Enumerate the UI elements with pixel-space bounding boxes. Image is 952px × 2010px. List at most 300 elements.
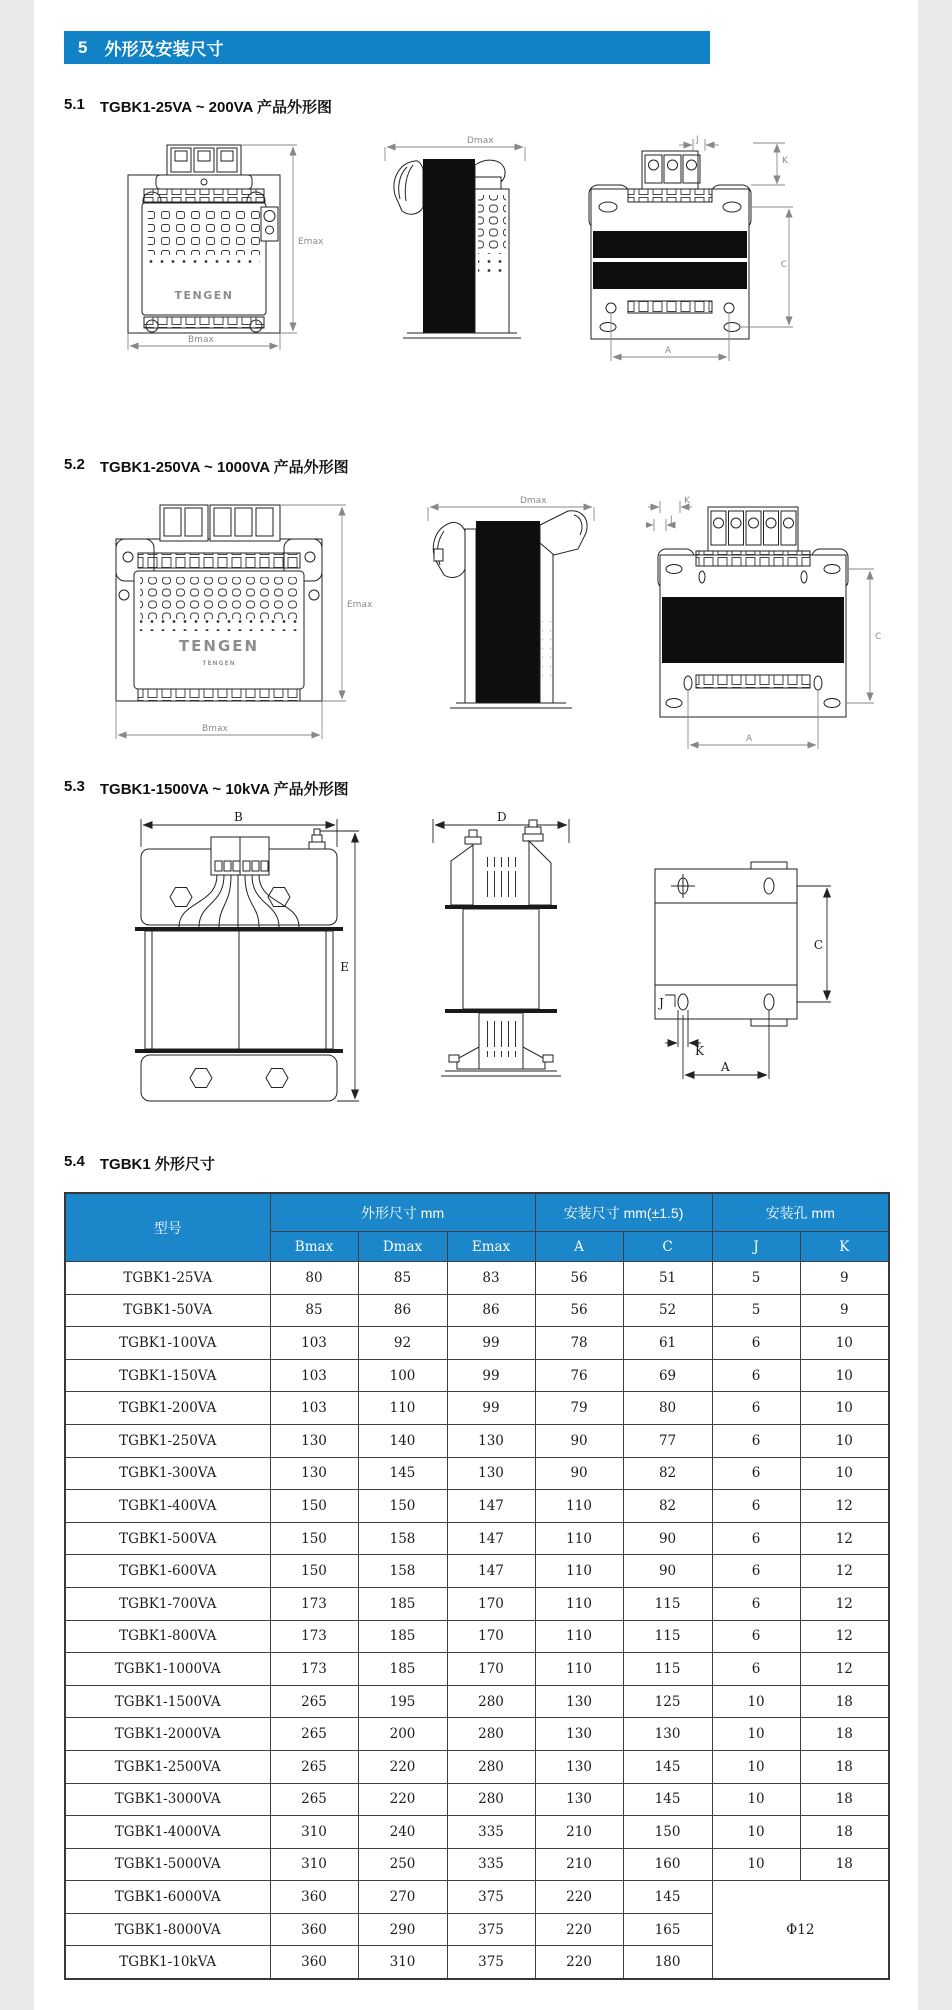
value-cell: 78 bbox=[535, 1327, 623, 1360]
dim-label-bmax: Bmax bbox=[202, 724, 228, 734]
value-cell: 99 bbox=[447, 1392, 535, 1425]
value-cell: 110 bbox=[358, 1392, 447, 1425]
dim-label-dmax: Dmax bbox=[467, 136, 494, 146]
value-cell: 360 bbox=[270, 1946, 358, 1979]
brand-logo-text: TENGEN bbox=[174, 289, 234, 302]
dmax-dimension bbox=[385, 136, 525, 161]
value-cell: 115 bbox=[623, 1587, 712, 1620]
value-cell: 170 bbox=[447, 1587, 535, 1620]
value-cell: 83 bbox=[447, 1262, 535, 1295]
section-title: TGBK1 外形尺寸 bbox=[99, 1156, 215, 1173]
terminal-block bbox=[642, 151, 700, 189]
dimension-table bbox=[64, 1192, 890, 1980]
table-row bbox=[65, 1816, 889, 1849]
value-cell: 158 bbox=[358, 1522, 447, 1555]
value-cell: 69 bbox=[623, 1359, 712, 1392]
value-cell: 12 bbox=[800, 1620, 889, 1653]
drawing-5-3-side-view bbox=[421, 809, 581, 1109]
value-cell: 86 bbox=[358, 1294, 447, 1327]
switch bbox=[261, 207, 278, 241]
value-cell: 150 bbox=[270, 1555, 358, 1588]
terminal-comb-strip bbox=[144, 189, 264, 202]
value-cell: 140 bbox=[358, 1424, 447, 1457]
core-band bbox=[593, 262, 747, 289]
value-cell: 103 bbox=[270, 1359, 358, 1392]
j-dimension bbox=[679, 135, 719, 151]
value-cell: 145 bbox=[358, 1457, 447, 1490]
value-cell: 310 bbox=[270, 1848, 358, 1881]
value-cell: 100 bbox=[358, 1359, 447, 1392]
value-cell: 76 bbox=[535, 1359, 623, 1392]
value-cell: 335 bbox=[447, 1848, 535, 1881]
value-cell: 173 bbox=[270, 1620, 358, 1653]
value-cell: 173 bbox=[270, 1653, 358, 1686]
model-cell: TGBK1-400VA bbox=[65, 1490, 270, 1523]
table-row bbox=[65, 1490, 889, 1523]
value-cell: 79 bbox=[535, 1392, 623, 1425]
value-cell: 165 bbox=[623, 1913, 712, 1946]
value-cell: 12 bbox=[800, 1555, 889, 1588]
dim-label-a: A bbox=[721, 1060, 730, 1074]
model-cell: TGBK1-600VA bbox=[65, 1555, 270, 1588]
bottom-comb-strip bbox=[144, 317, 264, 328]
value-cell: 10 bbox=[800, 1457, 889, 1490]
table-row bbox=[65, 1392, 889, 1425]
foot bbox=[457, 1047, 479, 1069]
value-cell: 110 bbox=[535, 1620, 623, 1653]
value-cell: 90 bbox=[535, 1424, 623, 1457]
value-cell: 12 bbox=[800, 1587, 889, 1620]
value-cell: 185 bbox=[358, 1587, 447, 1620]
value-cell: 220 bbox=[535, 1913, 623, 1946]
value-cell: 10 bbox=[712, 1685, 800, 1718]
value-cell: 150 bbox=[623, 1816, 712, 1849]
table-header bbox=[65, 1193, 889, 1262]
value-cell: 170 bbox=[447, 1620, 535, 1653]
drawing-5-2-side-view bbox=[416, 491, 606, 751]
value-cell: 360 bbox=[270, 1913, 358, 1946]
value-cell: 18 bbox=[800, 1685, 889, 1718]
value-cell: 150 bbox=[358, 1490, 447, 1523]
coils bbox=[145, 931, 333, 1049]
drawing-5-1-side-view bbox=[375, 131, 535, 356]
drawing-5-3-mounting-plate-view bbox=[633, 809, 838, 1109]
value-cell: 180 bbox=[623, 1946, 712, 1979]
table-row bbox=[65, 1359, 889, 1392]
value-cell: 375 bbox=[447, 1881, 535, 1914]
dim-label-k: K bbox=[695, 1044, 704, 1058]
value-cell: 56 bbox=[535, 1262, 623, 1295]
value-cell: 6 bbox=[712, 1587, 800, 1620]
col-group-outline: 外形尺寸 mm bbox=[270, 1193, 535, 1232]
model-cell: TGBK1-100VA bbox=[65, 1327, 270, 1360]
value-cell: 10 bbox=[712, 1718, 800, 1751]
value-cell: 195 bbox=[358, 1685, 447, 1718]
value-cell: 10 bbox=[800, 1359, 889, 1392]
value-cell: 265 bbox=[270, 1783, 358, 1816]
value-cell: 6 bbox=[712, 1555, 800, 1588]
section-heading-5-3 bbox=[64, 778, 888, 799]
value-cell: 210 bbox=[535, 1848, 623, 1881]
dim-label-a: A bbox=[746, 734, 753, 744]
model-cell: TGBK1-8000VA bbox=[65, 1913, 270, 1946]
core-lamination bbox=[476, 521, 540, 703]
value-cell: 9 bbox=[800, 1262, 889, 1295]
table-row bbox=[65, 1424, 889, 1457]
value-cell: 250 bbox=[358, 1848, 447, 1881]
brand-logo-text: TENGEN bbox=[178, 637, 260, 655]
value-cell: 90 bbox=[623, 1555, 712, 1588]
model-cell: TGBK1-1000VA bbox=[65, 1653, 270, 1686]
model-cell: TGBK1-250VA bbox=[65, 1424, 270, 1457]
value-cell: 103 bbox=[270, 1327, 358, 1360]
table-row bbox=[65, 1881, 889, 1914]
value-cell: 265 bbox=[270, 1750, 358, 1783]
value-cell: 150 bbox=[270, 1490, 358, 1523]
value-cell: 85 bbox=[358, 1262, 447, 1295]
col-group-install: 安装尺寸 mm(±1.5) bbox=[535, 1193, 712, 1232]
table-row bbox=[65, 1555, 889, 1588]
model-cell: TGBK1-500VA bbox=[65, 1522, 270, 1555]
value-cell: 103 bbox=[270, 1392, 358, 1425]
value-cell: 147 bbox=[447, 1555, 535, 1588]
col-header-model: 型号 bbox=[65, 1193, 270, 1262]
value-cell: 90 bbox=[535, 1457, 623, 1490]
value-cell: 145 bbox=[623, 1881, 712, 1914]
d-dimension bbox=[433, 810, 569, 843]
table-row bbox=[65, 1294, 889, 1327]
value-cell: 375 bbox=[447, 1913, 535, 1946]
value-cell: 160 bbox=[623, 1848, 712, 1881]
dim-label-dmax: Dmax bbox=[520, 496, 547, 506]
value-cell: 280 bbox=[447, 1783, 535, 1816]
col-header-c: C bbox=[623, 1232, 712, 1262]
dim-label-c: C bbox=[813, 938, 823, 952]
bmax-dimension bbox=[128, 333, 280, 350]
k-dimension bbox=[648, 496, 692, 513]
dim-label-e: E bbox=[340, 960, 349, 974]
terminal-comb-strip bbox=[696, 551, 810, 566]
value-cell: 310 bbox=[358, 1946, 447, 1979]
value-cell: 6 bbox=[712, 1522, 800, 1555]
section-number: 5.3 bbox=[64, 778, 85, 795]
value-cell: 18 bbox=[800, 1750, 889, 1783]
value-cell: 360 bbox=[270, 1881, 358, 1914]
value-cell: 80 bbox=[270, 1262, 358, 1295]
terminal-block bbox=[156, 145, 252, 189]
table-row bbox=[65, 1848, 889, 1881]
value-cell: 86 bbox=[447, 1294, 535, 1327]
document-page bbox=[34, 0, 918, 2010]
value-cell: 10 bbox=[800, 1424, 889, 1457]
value-cell: 220 bbox=[535, 1946, 623, 1979]
bmax-dimension bbox=[116, 701, 322, 739]
value-cell: 99 bbox=[447, 1359, 535, 1392]
value-cell: 10 bbox=[712, 1783, 800, 1816]
col-group-holes: 安装孔 mm bbox=[712, 1193, 889, 1232]
perforated-cover bbox=[142, 203, 266, 315]
value-cell: 6 bbox=[712, 1653, 800, 1686]
value-cell: 110 bbox=[535, 1555, 623, 1588]
model-cell: TGBK1-800VA bbox=[65, 1620, 270, 1653]
c-dimension bbox=[797, 886, 831, 1002]
value-cell: 99 bbox=[447, 1327, 535, 1360]
section-heading-5-2 bbox=[64, 456, 888, 477]
chapter-banner bbox=[64, 31, 710, 64]
value-cell: 6 bbox=[712, 1490, 800, 1523]
bottom-bracket bbox=[141, 1055, 337, 1101]
value-cell: 6 bbox=[712, 1424, 800, 1457]
clamp bbox=[451, 845, 473, 905]
col-header-j: J bbox=[712, 1232, 800, 1262]
value-cell: 6 bbox=[712, 1392, 800, 1425]
chapter-title: 外形及安装尺寸 bbox=[104, 40, 224, 59]
value-cell: 185 bbox=[358, 1620, 447, 1653]
value-cell: 6 bbox=[712, 1327, 800, 1360]
dim-label-j: J bbox=[659, 996, 664, 1010]
value-cell: 280 bbox=[447, 1718, 535, 1751]
dim-label-k: K bbox=[782, 156, 788, 166]
value-cell: 310 bbox=[270, 1816, 358, 1849]
table-row bbox=[65, 1750, 889, 1783]
mounting-plate bbox=[655, 869, 797, 1019]
drawing-5-2-front-view bbox=[104, 491, 376, 751]
bottom-comb-strip bbox=[138, 689, 300, 701]
value-cell: 130 bbox=[447, 1424, 535, 1457]
value-cell: 10 bbox=[800, 1392, 889, 1425]
value-cell: 77 bbox=[623, 1424, 712, 1457]
value-cell: 170 bbox=[447, 1653, 535, 1686]
model-cell: TGBK1-700VA bbox=[65, 1587, 270, 1620]
drawing-row-5-1 bbox=[114, 131, 888, 366]
col-header-k: K bbox=[800, 1232, 889, 1262]
value-cell: 51 bbox=[623, 1262, 712, 1295]
value-cell: 110 bbox=[535, 1490, 623, 1523]
dim-label-bmax: Bmax bbox=[188, 335, 214, 345]
value-cell: 240 bbox=[358, 1816, 447, 1849]
terminal-block bbox=[160, 505, 280, 541]
value-cell: 12 bbox=[800, 1490, 889, 1523]
terminal-comb-strip bbox=[138, 553, 300, 568]
section-number: 5.2 bbox=[64, 456, 85, 473]
value-cell: 18 bbox=[800, 1848, 889, 1881]
value-cell: 130 bbox=[270, 1424, 358, 1457]
core-lamination bbox=[423, 159, 475, 333]
table-row bbox=[65, 1457, 889, 1490]
value-cell: 125 bbox=[623, 1685, 712, 1718]
foot bbox=[523, 1047, 545, 1069]
value-cell: 280 bbox=[447, 1685, 535, 1718]
chapter-number: 5 bbox=[78, 37, 88, 57]
table-body bbox=[65, 1262, 889, 1980]
core-band bbox=[662, 597, 844, 663]
dim-label-emax: Emax bbox=[298, 237, 324, 247]
value-cell: 200 bbox=[358, 1718, 447, 1751]
model-cell: TGBK1-150VA bbox=[65, 1359, 270, 1392]
j-dimension bbox=[646, 515, 674, 531]
value-cell: 270 bbox=[358, 1881, 447, 1914]
value-cell: 80 bbox=[623, 1392, 712, 1425]
value-cell: 147 bbox=[447, 1522, 535, 1555]
section-heading-5-4 bbox=[64, 1153, 888, 1174]
model-cell: TGBK1-4000VA bbox=[65, 1816, 270, 1849]
drawing-5-3-front-view bbox=[119, 809, 369, 1109]
dim-label-b: B bbox=[234, 810, 243, 824]
dim-label-c: C bbox=[780, 260, 787, 270]
clamp-fin bbox=[394, 161, 423, 214]
value-cell: 110 bbox=[535, 1587, 623, 1620]
dim-label-c: C bbox=[875, 632, 882, 642]
section-title: TGBK1-1500VA ~ 10kVA 产品外形图 bbox=[99, 781, 349, 798]
section-title: TGBK1-25VA ~ 200VA 产品外形图 bbox=[99, 99, 333, 116]
value-cell: 145 bbox=[623, 1783, 712, 1816]
model-cell: TGBK1-3000VA bbox=[65, 1783, 270, 1816]
value-cell: 56 bbox=[535, 1294, 623, 1327]
value-cell: 130 bbox=[270, 1457, 358, 1490]
value-cell: 335 bbox=[447, 1816, 535, 1849]
top-bolt bbox=[309, 829, 325, 849]
clamp-hook bbox=[540, 511, 587, 555]
dim-label-a: A bbox=[665, 346, 672, 356]
merged-hole-cell: Φ12 bbox=[712, 1881, 889, 1979]
section-heading-5-1 bbox=[64, 96, 888, 117]
section-number: 5.1 bbox=[64, 96, 85, 113]
value-cell: 147 bbox=[447, 1490, 535, 1523]
value-cell: 52 bbox=[623, 1294, 712, 1327]
value-cell: 110 bbox=[535, 1522, 623, 1555]
table-row bbox=[65, 1262, 889, 1295]
value-cell: 12 bbox=[800, 1653, 889, 1686]
bobbin-side bbox=[475, 177, 509, 333]
model-cell: TGBK1-6000VA bbox=[65, 1881, 270, 1914]
table-row bbox=[65, 1718, 889, 1751]
value-cell: 92 bbox=[358, 1327, 447, 1360]
drawing-5-1-front-view bbox=[114, 131, 329, 356]
value-cell: 10 bbox=[712, 1750, 800, 1783]
model-cell: TGBK1-200VA bbox=[65, 1392, 270, 1425]
coil-side bbox=[463, 909, 539, 1009]
col-header-bmax: Bmax bbox=[270, 1232, 358, 1262]
dim-label-j: J bbox=[670, 515, 673, 525]
drawing-row-5-2 bbox=[104, 491, 888, 756]
value-cell: 145 bbox=[623, 1750, 712, 1783]
core-band bbox=[593, 231, 747, 258]
terminal-block bbox=[708, 507, 798, 551]
table-row bbox=[65, 1620, 889, 1653]
value-cell: 61 bbox=[623, 1327, 712, 1360]
dim-label-k: K bbox=[684, 496, 690, 506]
value-cell: 130 bbox=[535, 1718, 623, 1751]
value-cell: 375 bbox=[447, 1946, 535, 1979]
table-row bbox=[65, 1587, 889, 1620]
value-cell: 6 bbox=[712, 1359, 800, 1392]
c-dimension bbox=[846, 569, 881, 703]
drawing-5-1-rear-view bbox=[581, 131, 796, 366]
value-cell: 220 bbox=[535, 1881, 623, 1914]
drawing-5-2-rear-view bbox=[646, 491, 886, 756]
value-cell: 265 bbox=[270, 1718, 358, 1751]
model-cell: TGBK1-25VA bbox=[65, 1262, 270, 1295]
dim-label-d: D bbox=[497, 810, 507, 824]
bottom-comb-strip bbox=[696, 675, 810, 688]
terminal-comb-strip bbox=[628, 189, 712, 202]
table-row bbox=[65, 1327, 889, 1360]
dim-label-j: J bbox=[696, 135, 699, 145]
value-cell: 85 bbox=[270, 1294, 358, 1327]
perforated-cover bbox=[134, 571, 304, 689]
value-cell: 265 bbox=[270, 1685, 358, 1718]
value-cell: 18 bbox=[800, 1718, 889, 1751]
k-dimension bbox=[751, 143, 789, 185]
value-cell: 210 bbox=[535, 1816, 623, 1849]
value-cell: 220 bbox=[358, 1783, 447, 1816]
value-cell: 6 bbox=[712, 1457, 800, 1490]
model-cell: TGBK1-50VA bbox=[65, 1294, 270, 1327]
table-row bbox=[65, 1685, 889, 1718]
model-cell: TGBK1-2500VA bbox=[65, 1750, 270, 1783]
value-cell: 9 bbox=[800, 1294, 889, 1327]
section-title: TGBK1-250VA ~ 1000VA 产品外形图 bbox=[99, 459, 349, 476]
value-cell: 10 bbox=[712, 1816, 800, 1849]
value-cell: 5 bbox=[712, 1262, 800, 1295]
value-cell: 82 bbox=[623, 1490, 712, 1523]
model-cell: TGBK1-5000VA bbox=[65, 1848, 270, 1881]
col-header-dmax: Dmax bbox=[358, 1232, 447, 1262]
value-cell: 185 bbox=[358, 1653, 447, 1686]
col-header-emax: Emax bbox=[447, 1232, 535, 1262]
brand-logo-small: TENGEN bbox=[202, 660, 236, 667]
value-cell: 6 bbox=[712, 1620, 800, 1653]
value-cell: 130 bbox=[535, 1783, 623, 1816]
value-cell: 5 bbox=[712, 1294, 800, 1327]
model-cell: TGBK1-300VA bbox=[65, 1457, 270, 1490]
section-number: 5.4 bbox=[64, 1153, 85, 1170]
value-cell: 115 bbox=[623, 1620, 712, 1653]
clamp bbox=[529, 841, 551, 905]
value-cell: 12 bbox=[800, 1522, 889, 1555]
table-row bbox=[65, 1653, 889, 1686]
value-cell: 82 bbox=[623, 1457, 712, 1490]
value-cell: 173 bbox=[270, 1587, 358, 1620]
value-cell: 115 bbox=[623, 1653, 712, 1686]
value-cell: 290 bbox=[358, 1913, 447, 1946]
value-cell: 150 bbox=[270, 1522, 358, 1555]
value-cell: 90 bbox=[623, 1522, 712, 1555]
value-cell: 280 bbox=[447, 1750, 535, 1783]
value-cell: 10 bbox=[712, 1848, 800, 1881]
value-cell: 158 bbox=[358, 1555, 447, 1588]
table-row bbox=[65, 1522, 889, 1555]
value-cell: 130 bbox=[447, 1457, 535, 1490]
value-cell: 130 bbox=[535, 1750, 623, 1783]
table-row bbox=[65, 1783, 889, 1816]
drawing-row-5-3 bbox=[119, 809, 888, 1109]
value-cell: 220 bbox=[358, 1750, 447, 1783]
model-cell: TGBK1-1500VA bbox=[65, 1685, 270, 1718]
terminal-block bbox=[211, 837, 269, 875]
value-cell: 18 bbox=[800, 1783, 889, 1816]
col-header-a: A bbox=[535, 1232, 623, 1262]
value-cell: 130 bbox=[535, 1685, 623, 1718]
value-cell: 110 bbox=[535, 1653, 623, 1686]
value-cell: 10 bbox=[800, 1327, 889, 1360]
dim-label-emax: Emax bbox=[347, 600, 373, 610]
value-cell: 18 bbox=[800, 1816, 889, 1849]
model-cell: TGBK1-2000VA bbox=[65, 1718, 270, 1751]
bottom-comb-strip bbox=[628, 301, 712, 313]
model-cell: TGBK1-10kVA bbox=[65, 1946, 270, 1979]
clamp-fin bbox=[433, 522, 465, 577]
